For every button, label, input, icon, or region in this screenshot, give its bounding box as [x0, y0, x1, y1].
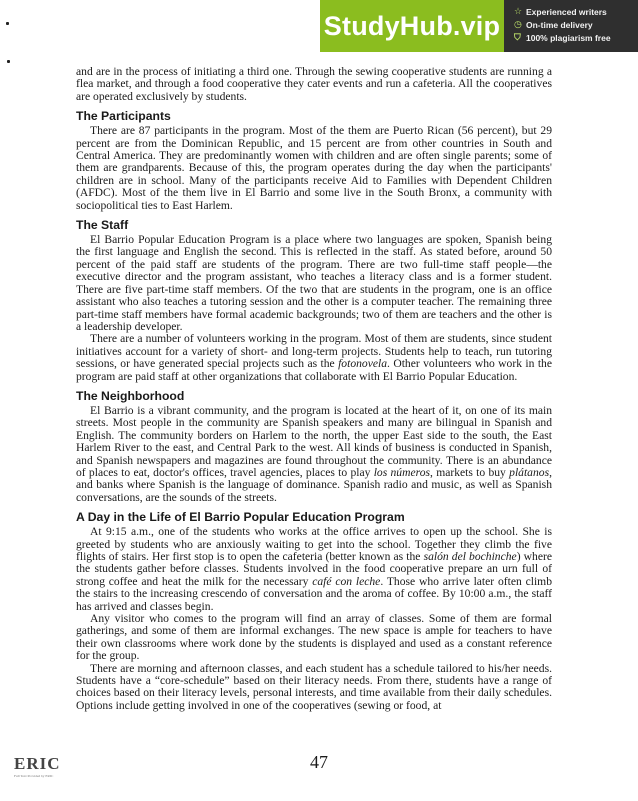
clock-icon: ◷	[514, 19, 522, 29]
day-paragraph-2: Any visitor who comes to the program will find an array of classes. Some of them are formal gatherings, and some of them are informal exchanges. The new space is ample for teachers to have their own classrooms where work done by the students is displayed and used as a constant reference for the group.	[76, 612, 552, 663]
text-run: El Barrio is a vibrant community, and the program is located at the heart of it, on one of its main streets. Most people in the community are Spanish speakers and many are bilingual in Spanish and English. The community borders on Harlem to the north, the upper East side to the south, the East Harlem River to the east, and Central Park to the west. All kinds of business is conducted in Spanish, and Spanish newspapers and magazines are found throughout the community. There is an abundance of places to eat, doctor's offices, travel agencies, places to play	[76, 403, 552, 479]
day-paragraph-1	[76, 526, 552, 613]
staff-paragraph-2	[76, 333, 552, 383]
text-run: , markets to buy	[430, 465, 510, 479]
participants-paragraph: There are 87 participants in the program. Most of the them are Puerto Rican (56 percent), but 29 percent are from the Dominican Republic, and 15 percent are from other countries in South and Central America. They are predominantly women with children and are often single parents; some of them are grandparents. Because of this, the program operates during the day when the participants' children are in school. Many of the participants receive Aid to Families with Dependent Children (AFDC). Most of the them live in El Barrio and some live in the South Bronx, a community with sociopolitical ties to East Harlem.	[76, 124, 552, 212]
heading-staff: The Staff	[76, 218, 129, 233]
text-run: At 9:15 a.m., one of the students who works at the office arrives to open up the school. She is greeted by students who are anxiously waiting to get into the school. Together they climb the five flights of stairs. Her first stop is to open the cafeteria (better known as the	[76, 525, 552, 563]
italic-term: los números	[373, 465, 431, 479]
italic-term: fotonovela	[338, 357, 388, 371]
scan-mark	[6, 22, 9, 25]
studyhub-banner[interactable]	[320, 0, 638, 52]
eric-mark: ERIC	[14, 754, 61, 773]
feature-item	[514, 31, 638, 44]
italic-term: café con leche	[312, 574, 381, 588]
neighborhood-paragraph	[76, 405, 552, 504]
text-run: ) where the students gather before classes. Students involved in the food cooperative prepare an urn full of strong coffee and heat the milk for the necessary	[76, 550, 552, 588]
feature-text: 100% plagiarism free	[526, 32, 611, 43]
scan-mark	[7, 60, 10, 63]
staff-paragraph-1: El Barrio Popular Education Program is a place where two languages are spoken, Spanish being the first language and English the second. This is reflected in the staff. As stated before, around 50 percent of the paid staff are students of the program. There are two full-time staff people—the executive director and the program assistant, who teaches a literacy class and is a former student. There are five part-time staff members. Of the two that are students in the program, one is an office assistant who also teaches a tutoring session and the other is a computer teacher. The remaining three part-time staff members have formal academic backgrounds; two of them are teachers and the other is a leadership developer.	[76, 233, 552, 333]
heading-neighborhood: The Neighborhood	[76, 388, 185, 403]
feature-text: Experienced writers	[526, 6, 607, 17]
page-number: 47	[310, 752, 328, 772]
feature-item	[514, 5, 638, 18]
banner-features	[504, 0, 638, 52]
studyhub-logo[interactable]: StudyHub.vip	[323, 10, 501, 41]
intro-paragraph: and are in the process of initiating a third one. Through the sewing cooperative students are running a flea market, and through a food cooperative they cater events and run a cafeteria. All the cooperatives are operated exclusively by students.	[76, 65, 552, 103]
document-page	[76, 66, 552, 712]
heading-day-in-life: A Day in the Life of El Barrio Popular Education Program	[76, 510, 405, 525]
italic-term: plátanos	[509, 465, 550, 479]
banner-logo-area[interactable]	[320, 0, 504, 52]
text-run: , and banks where Spanish is the language of dominance. Spanish radio and music, as well as Spanish conversations, are the sounds of the streets.	[76, 465, 552, 504]
heading-participants: The Participants	[76, 109, 171, 124]
day-paragraph-3: There are morning and afternoon classes, and each student has a schedule tailored to his/her needs. Students have a “core-schedule” based on their literacy needs. From there, students have a range of choices based on their literacy levels, personal interests, and time available from their daily schedules. Options include getting involved in one of the cooperatives (sewing or food, at	[76, 661, 552, 712]
text-run: There are a number of volunteers working in the program. Most of them are students, since student initiatives account for a variety of short- and long-term projects. Students help to teach, run tutoring sessions, or have generated special projects such as the	[76, 332, 552, 371]
feature-item	[514, 18, 638, 31]
text-run: . Other volunteers who work in the program are paid staff at other organizations that collaborate with El Barrio Popular Education.	[76, 357, 552, 383]
feature-text: On-time delivery	[526, 19, 593, 30]
eric-caption: Full Text Provided by ERIC	[14, 774, 54, 778]
star-icon: ☆	[514, 6, 523, 16]
shield-icon: ⛉	[514, 32, 521, 42]
text-run: . Those who arrive later often climb the stairs to the increasing crescendo of conversation and the aroma of coffee. By 10:00 a.m., the staff has arrived and classes begin.	[76, 574, 553, 613]
eric-logo	[14, 754, 61, 778]
italic-term: salón del bochinche	[423, 550, 517, 563]
